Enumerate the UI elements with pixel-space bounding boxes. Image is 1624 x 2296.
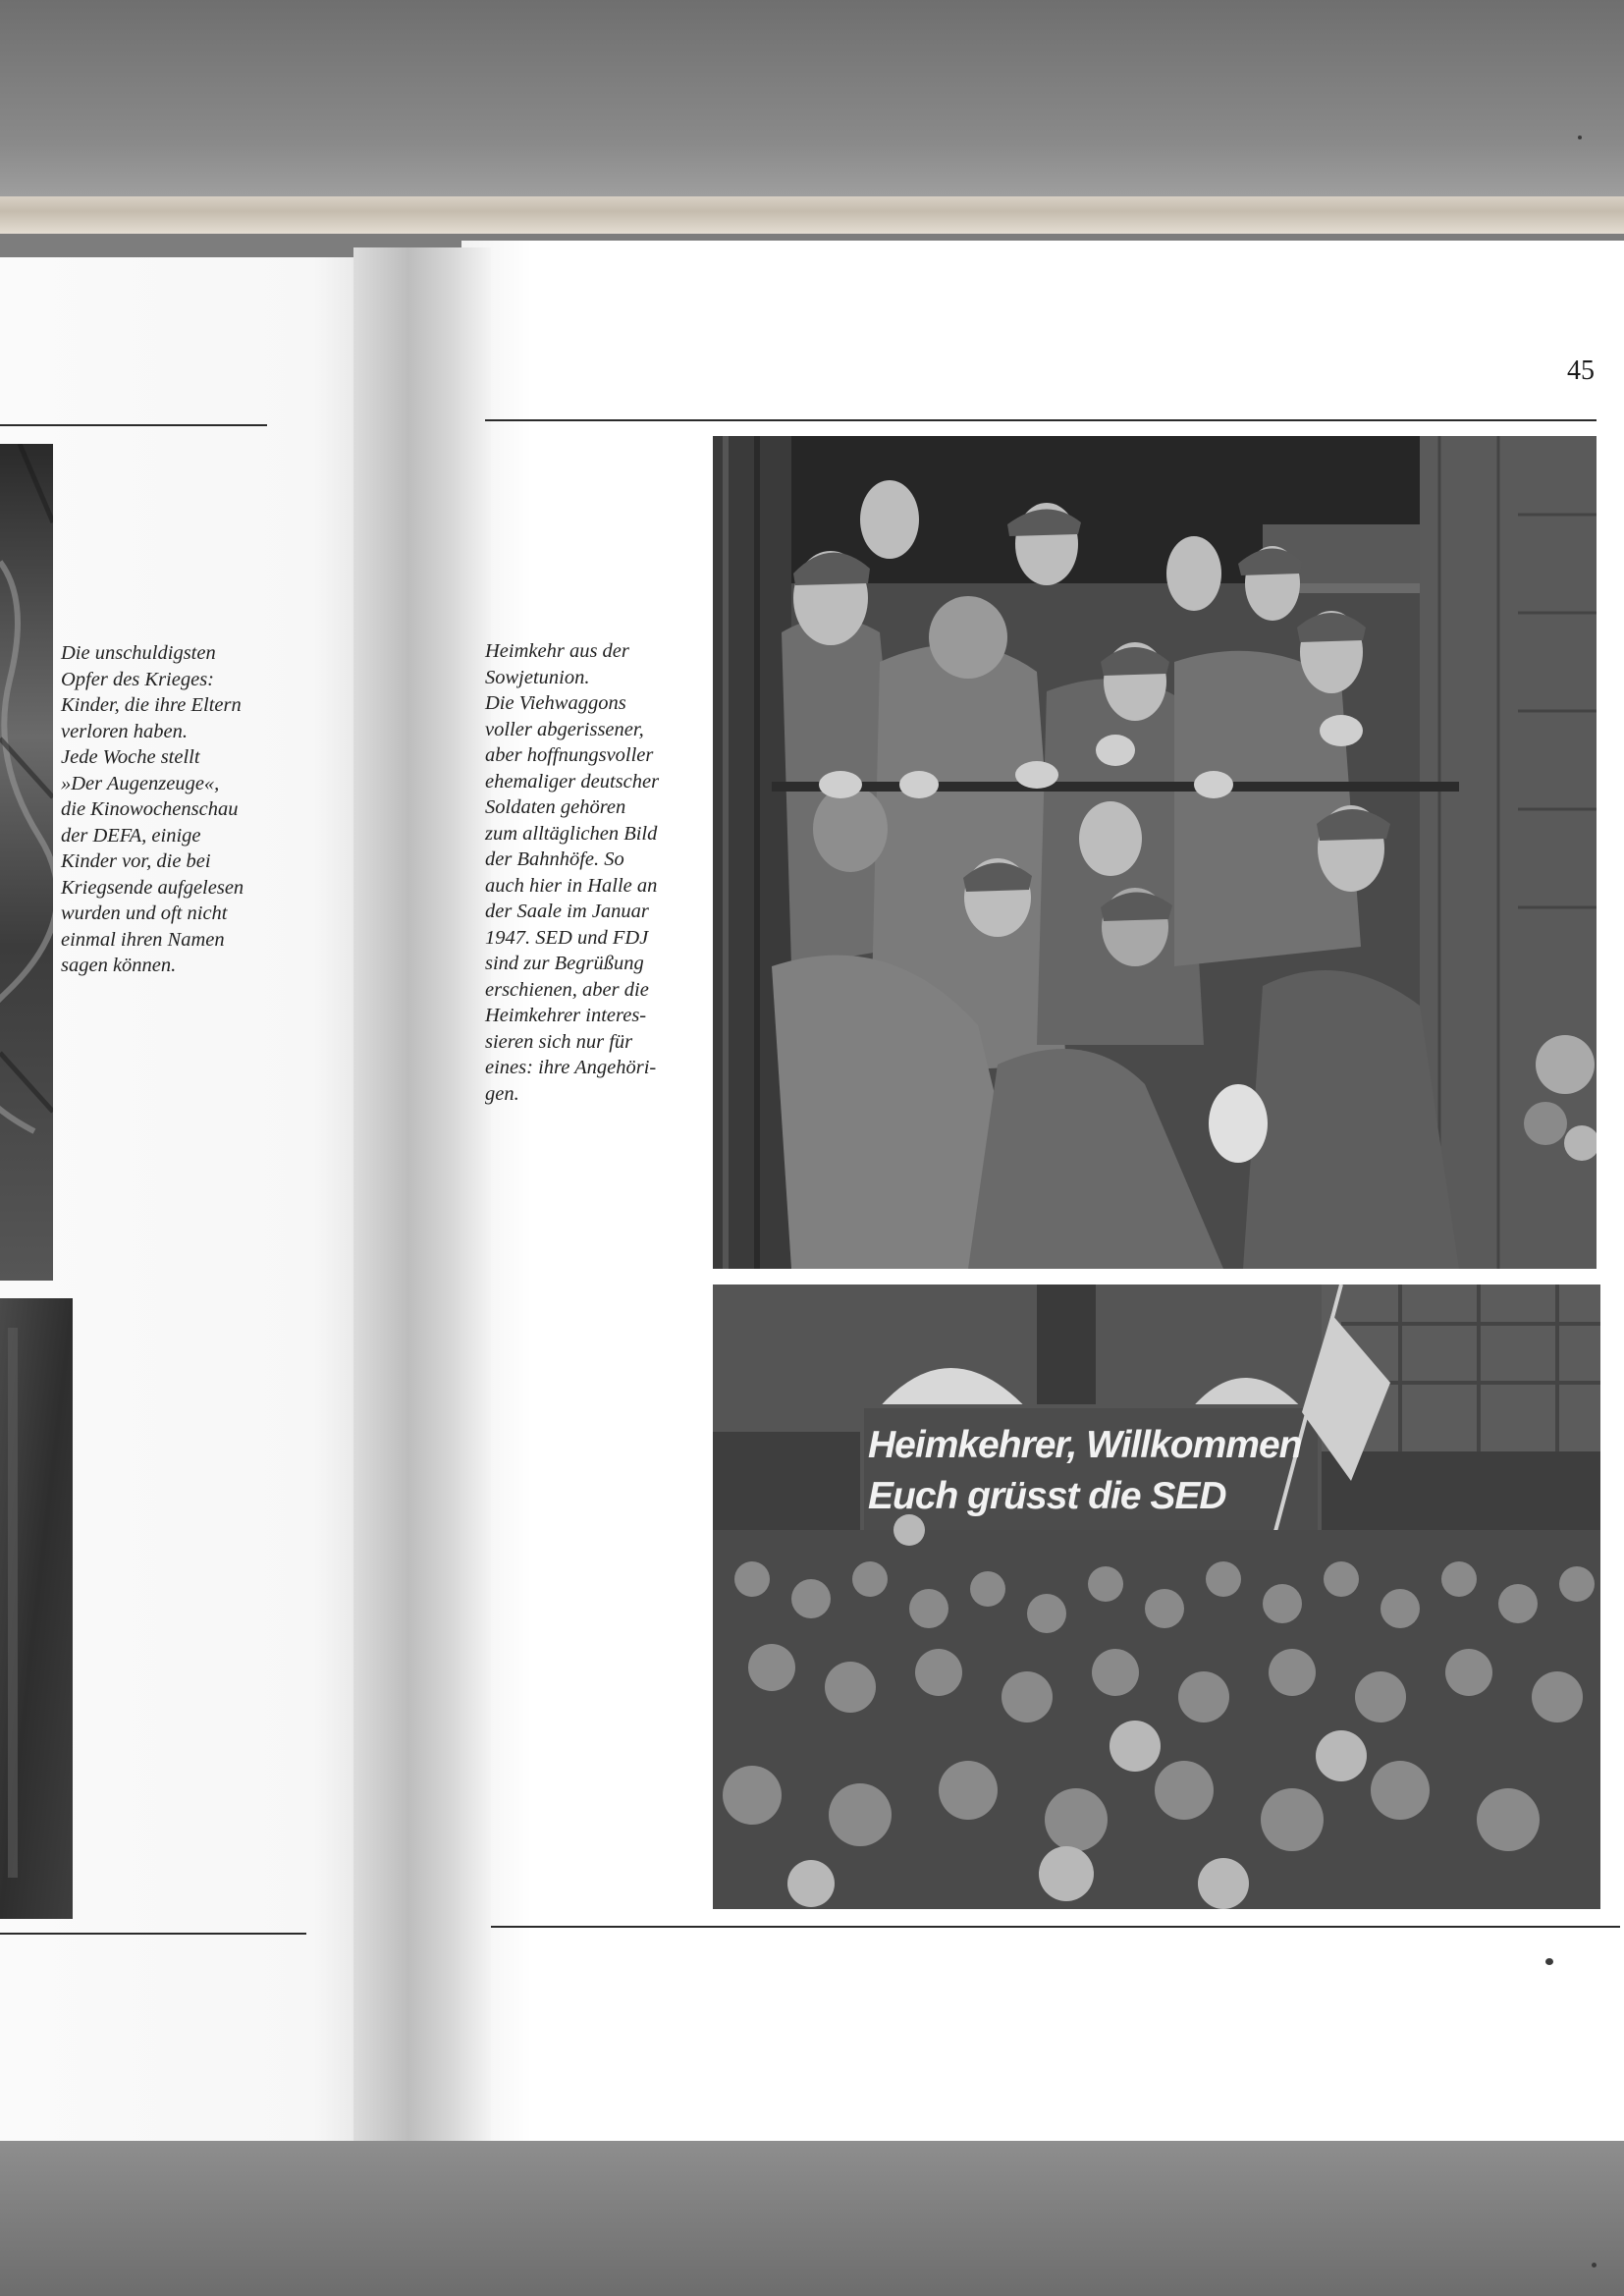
page-number: 45 — [1567, 355, 1595, 386]
banner-line-1: Heimkehrer, Willkommen — [868, 1424, 1302, 1466]
left-photo-bottom — [0, 1298, 73, 1919]
book-gutter — [353, 247, 491, 2158]
book-edge — [0, 196, 1624, 234]
scan-speck — [1545, 1958, 1553, 1965]
right-bottom-rule — [491, 1926, 1620, 1928]
scan-speck — [1578, 136, 1582, 139]
left-bottom-rule — [0, 1933, 306, 1935]
left-photo-top — [0, 444, 53, 1281]
scan-speck — [1592, 2263, 1597, 2268]
left-caption: Die unschuldigsten Opfer des Krieges: Kinder, die ihre Eltern verloren haben. Jede Woche stellt »Der Augenzeuge«, die Kinowochenschau der DEFA, einige Kinder vor, die bei Kriegsende aufgelesen wurden und oft nicht einmal ihren Namen sagen können. — [61, 642, 244, 976]
right-caption: Heimkehr aus der Sowjetunion. Die Viehwaggons voller abgerissener, aber hoffnungsvoller ehemaliger deutscher Soldaten gehören zum alltäglichen Bild der Bahnhöfe. So auch hier in Halle an der Saale im Januar 1947. SED und FDJ sind zur Begrüßung erschienen, aber die Heimkehrer interes- sieren sich nur für eines: ihre Angehöri- gen. — [485, 640, 660, 1105]
photo-station-crowd — [713, 1285, 1600, 1909]
scan-background-bottom — [0, 2141, 1624, 2296]
right-top-rule — [485, 419, 1597, 421]
banner-line-2: Euch grüsst die SED — [868, 1475, 1226, 1517]
left-top-rule — [0, 424, 267, 426]
scan-background-top — [0, 0, 1624, 206]
photo-freight-wagon — [713, 436, 1597, 1269]
